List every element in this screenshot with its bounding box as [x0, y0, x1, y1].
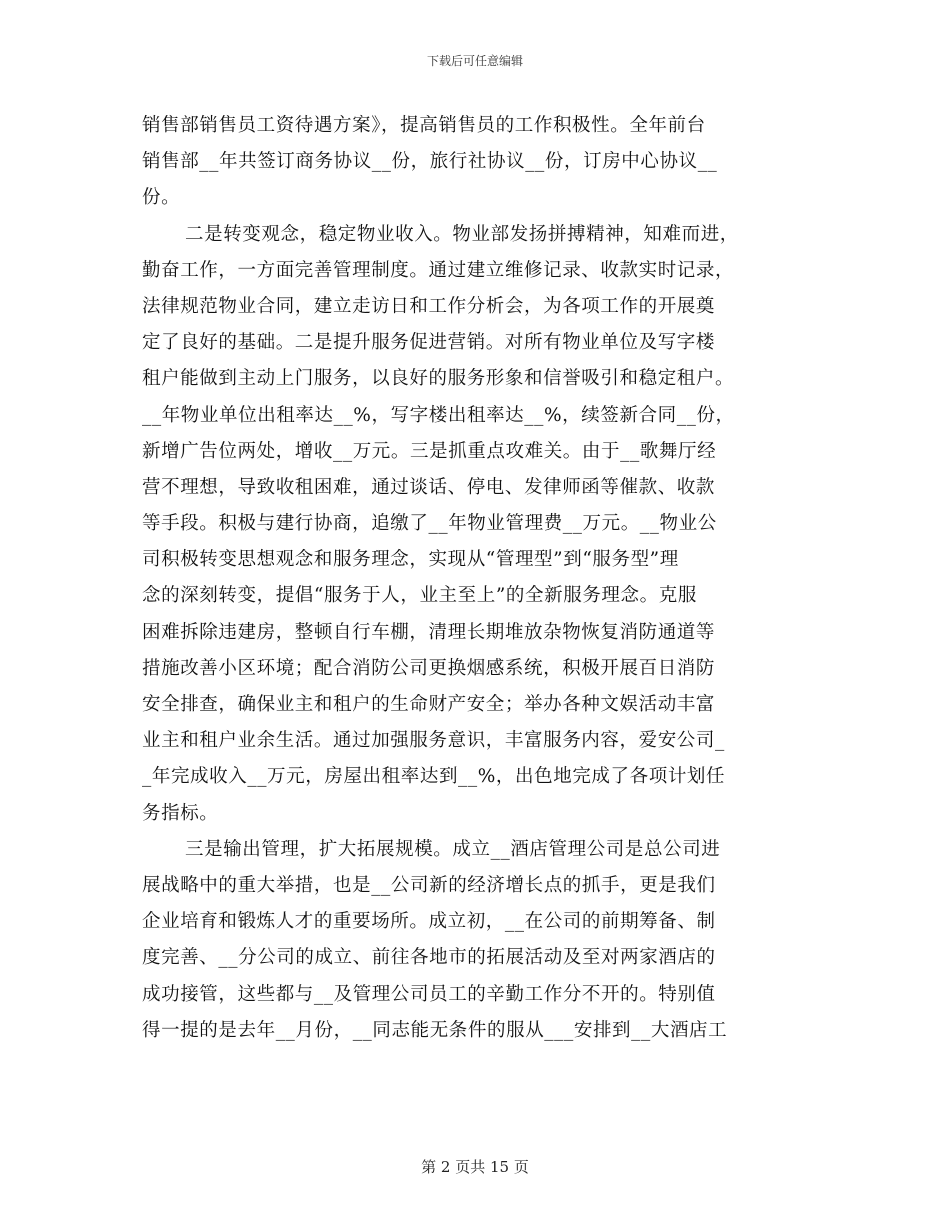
text-line: 法律规范物业合同，建立走访日和工作分析会，为各项工作的开展奠 [142, 295, 716, 317]
text-line: 企业培育和锻炼人才的重要场所。成立初，__在公司的前期筹备、制 [142, 911, 716, 933]
text-line: __年物业单位出租率达__%，写字楼出租率达__%，续签新合同__份， [142, 404, 735, 426]
text-line: 销售部__年共签订商务协议__份，旅行社协议__份，订房中心协议__ [142, 151, 718, 173]
text-line: 租户能做到主动上门服务，以良好的服务形象和信誉吸引和稳定租户。 [142, 368, 735, 390]
text-line: 销售部销售员工资待遇方案》，提高销售员的工作积极性。全年前台 [142, 115, 706, 136]
text-line: 安全排查，确保业主和租户的生命财产安全；举办各种文娱活动丰富 [142, 694, 716, 715]
text-line: _年完成收入__万元，房屋出租率达到__%，出色地完成了各项计划任 [142, 766, 726, 788]
text-line: 得一提的是去年__月份，__同志能无条件的服从___安排到__大酒店工 [142, 1019, 728, 1041]
page-header: 下载后可任意编辑 [426, 54, 523, 68]
text-line: 营不理想，导致收租困难，通过谈话、停电、发律师函等催款、收款 [142, 476, 716, 498]
text-line: 困难拆除违建房，整顿自行车棚，清理长期堆放杂物恢复消防通道等 [142, 621, 716, 643]
text-line: 司积极转变思想观念和服务理念，实现从“管理型”到“服务型”理 [142, 549, 679, 571]
text-line: 展战略中的重大举措，也是__公司新的经济增长点的抓手，更是我们 [142, 874, 716, 896]
text-line: 度完善、__分公司的成立、前往各地市的拓展活动及至对两家酒店的 [142, 947, 716, 969]
text-line: 份。 [142, 187, 181, 209]
text-line: 成功接管，这些都与__及管理公司员工的辛勤工作分不开的。特别值 [142, 983, 716, 1005]
page-footer: 第 2 页共 15 页 [421, 1158, 529, 1176]
text-line: 定了良好的基础。二是提升服务促进营销。对所有物业单位及写字楼 [142, 332, 716, 354]
document-body [142, 108, 810, 1049]
text-line: 三是输出管理，扩大拓展规模。成立__酒店管理公司是总公司进 [185, 838, 721, 860]
text-line: 业主和租户业余生活。通过加强服务意识，丰富服务内容，爱安公司_ [142, 730, 725, 752]
text-line: 新增广告位两处，增收__万元。三是抓重点攻难关。由于__歌舞厅经 [142, 440, 717, 462]
text-line: 务指标。 [142, 802, 219, 824]
text-line: 措施改善小区环境；配合消防公司更换烟感系统，积极开展百日消防 [142, 657, 716, 679]
text-line: 念的深刻转变，提倡“服务于人，业主至上”的全新服务理念。克服 [142, 585, 697, 607]
text-line: 二是转变观念，稳定物业收入。物业部发扬拼搏精神，知难而进， [185, 223, 739, 245]
text-line: 勤奋工作，一方面完善管理制度。通过建立维修记录、收款实时记录， [142, 259, 735, 281]
text-line: 等手段。积极与建行协商，追缴了__年物业管理费__万元。__物业公 [142, 513, 717, 535]
